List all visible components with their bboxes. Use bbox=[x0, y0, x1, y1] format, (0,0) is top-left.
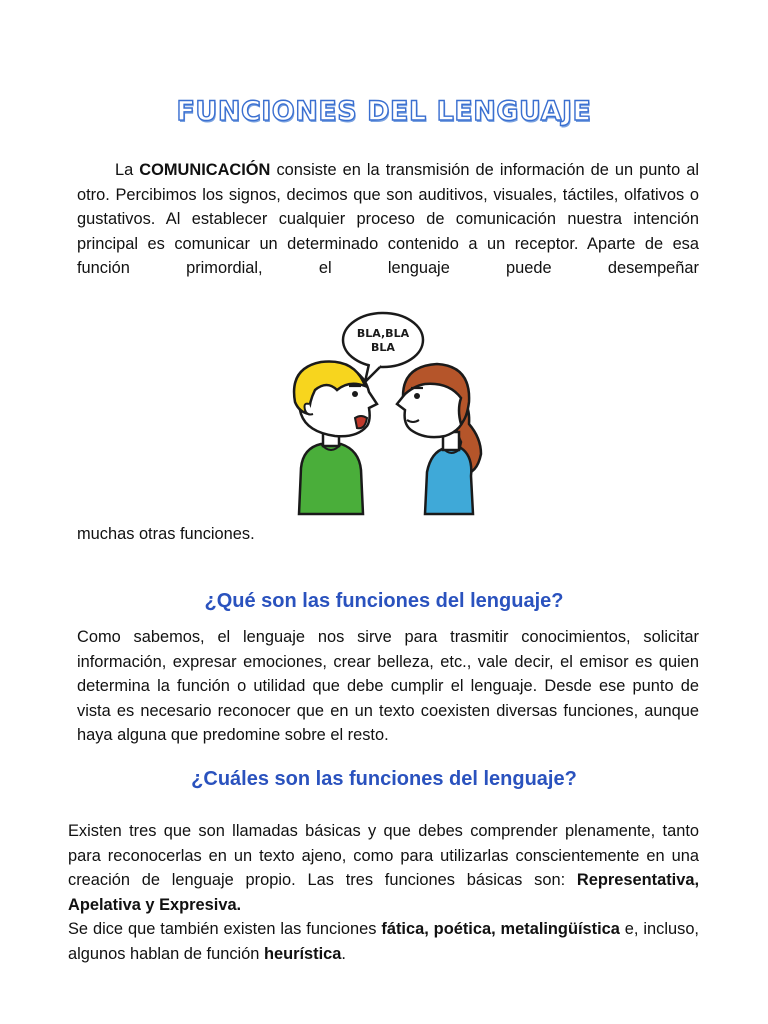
section2-paragraph-2 bbox=[68, 917, 699, 966]
intro-paragraph-end: muchas otras funciones. bbox=[77, 525, 255, 543]
page-title: FUNCIONES DEL LENGUAJE bbox=[176, 96, 592, 127]
conversation-illustration bbox=[285, 306, 495, 516]
intro-rest: consiste en la transmisión de información de un punto al otro. Percibimos los signos, decimos que son auditivos, visuales, táctiles, olfativos o gustativos. Al establecer cualquier proceso de comunicación nuestra intención principal es comunicar un determinado contenido a un receptor. Aparte de esa función primordial, el lenguaje puede desempeñar bbox=[77, 161, 699, 278]
section2-p1-bold: Representativa, Apelativa y Expresiva. bbox=[68, 871, 699, 914]
conversation-svg bbox=[285, 306, 495, 516]
section2-p2-bold2: heurística bbox=[263, 944, 342, 963]
section2-paragraph bbox=[68, 819, 699, 967]
boy-figure bbox=[294, 362, 377, 515]
boy-shirt bbox=[299, 444, 363, 514]
intro-bold-term: COMUNICACIÓN bbox=[139, 161, 271, 179]
speech-text-line1: BLA,BLA bbox=[356, 327, 410, 340]
section2-p2-start: Se dice que también existen las funciones bbox=[68, 920, 382, 939]
intro-start: La bbox=[115, 161, 140, 179]
section2-p2-mid: e, incluso, algunos hablan de función bbox=[68, 920, 699, 963]
section2-paragraph-1 bbox=[68, 819, 699, 917]
section-heading-which: ¿Cuáles son las funciones del lenguaje? bbox=[191, 768, 577, 790]
section2-p2-bold: fática, poética, metalingüística bbox=[381, 920, 620, 939]
girl-figure bbox=[397, 364, 481, 514]
section2-p2-end: . bbox=[341, 944, 346, 963]
section-heading-what: ¿Qué son las funciones del lenguaje? bbox=[204, 590, 564, 612]
speech-text-line2: BLA bbox=[371, 341, 395, 354]
intro-paragraph bbox=[77, 158, 699, 281]
section2-p1-text: Existen tres que son llamadas básicas y que debes comprender plenamente, tanto para reconocerlas en un texto ajeno, como para utilizarlas conscientemente en una creación de lenguaje propio. Las tres funciones básicas son: bbox=[68, 822, 699, 890]
section1-paragraph: Como sabemos, el lenguaje nos sirve para trasmitir conocimientos, solicitar información, expresar emociones, crear belleza, etc., vale decir, el emisor es quien determina la función o utilidad que debe cumplir el lenguaje. Desde ese punto de vista es necesario reconocer que en un texto coexisten diversas funciones, aunque haya alguna que predomine sobre el resto. bbox=[77, 628, 699, 745]
boy-eye bbox=[352, 391, 358, 397]
girl-eye bbox=[414, 393, 420, 399]
girl-shirt bbox=[425, 448, 473, 514]
